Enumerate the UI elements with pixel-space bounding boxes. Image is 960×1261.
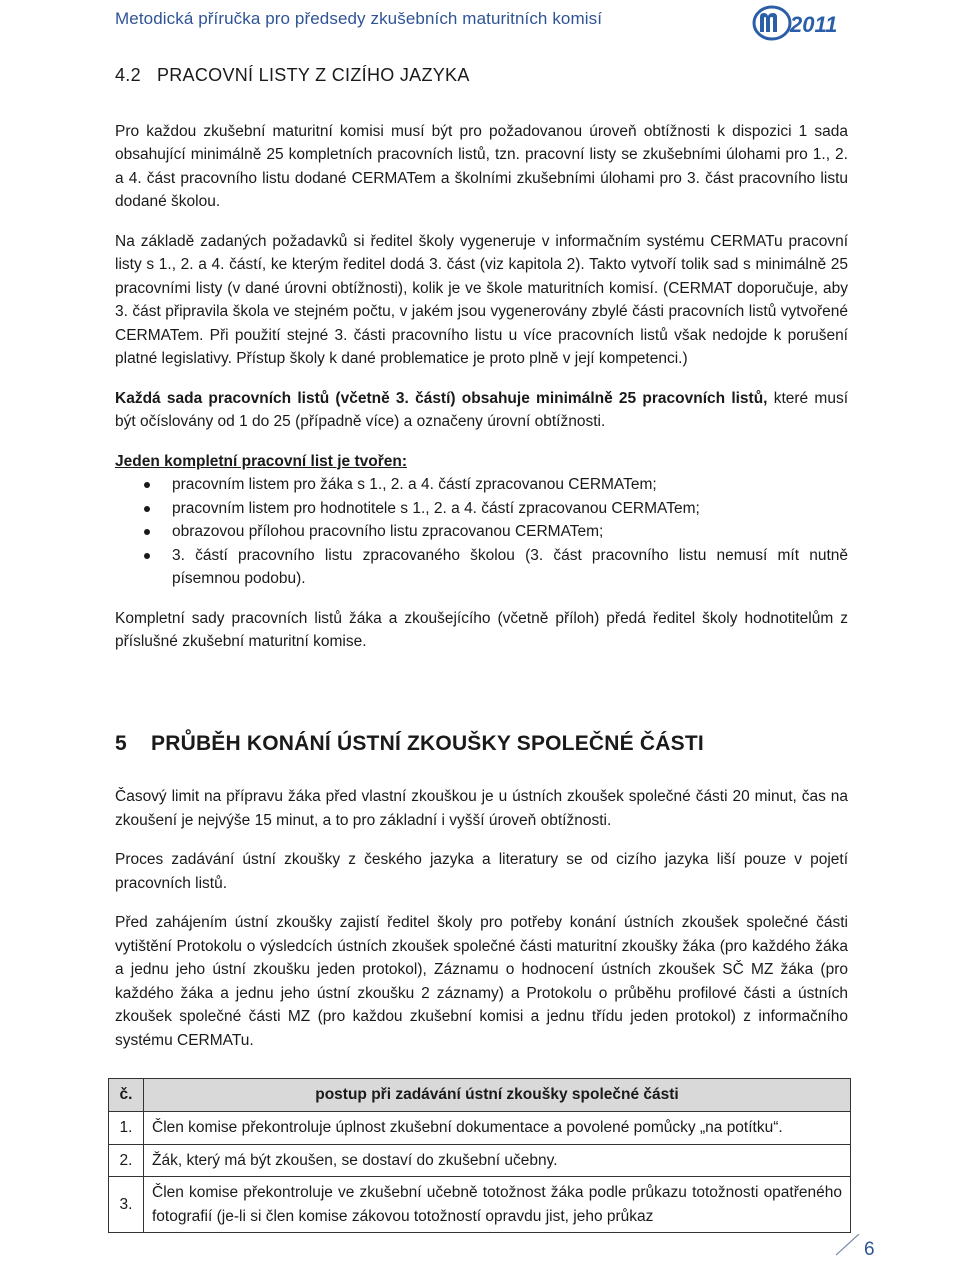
column-header-step: postup při zadávání ústní zkoušky společné části (144, 1079, 851, 1112)
paragraph: Proces zadávání ústní zkoušky z českého jazyka a literatury se od cizího jazyka liší pouze v pojetí pracovních listů. (115, 851, 848, 892)
page-number: 6 (864, 1239, 875, 1260)
paragraph: Časový limit na přípravu žáka před vlastní zkouškou je u ústních zkoušek společné části 20 minut, čas na zkoušení je nejvýše 15 minut, a to pro základní i vyšší úroveň obtížnosti. (115, 788, 848, 829)
section-number: 5 (115, 731, 127, 755)
list-item: 3. částí pracovního listu zpracovaného školou (3. část pracovního listu nemusí mít nutně písemnou podobu). (115, 544, 848, 591)
row-text: Žák, který má být zkoušen, se dostaví do zkušební učebny. (144, 1144, 851, 1177)
paragraph-text: které musí být očíslovány od 1 do 25 (případně více) a označeny úrovní obtížnosti. (115, 389, 848, 430)
row-number: 3. (109, 1177, 144, 1233)
table-row (109, 1144, 851, 1177)
row-text: Člen komise překontroluje ve zkušební učebně totožnost žáka podle průkazu totožnosti opatřeného fotografií (je-li si člen komise zákovou totožností opravdu jist, jeho průkaz (144, 1177, 851, 1233)
paragraph: Kompletní sady pracovních listů žáka a zkoušejícího (včetně příloh) předá ředitel školy hodnotitelům z příslušné zkušební maturitní komise. (115, 609, 848, 650)
bold-text: Každá sada pracovních listů (včetně 3. částí) obsahuje minimálně 25 pracovních listů, (115, 389, 768, 407)
table-row (109, 1112, 851, 1145)
section-number: 4.2 (115, 65, 141, 85)
page-corner-mark (836, 1234, 860, 1256)
section-4-2-heading (115, 64, 848, 88)
list-heading: Jeden kompletní pracovní list je tvořen: (115, 452, 407, 470)
row-number: 1. (109, 1112, 144, 1145)
column-header-number: č. (109, 1079, 144, 1112)
paragraph: Na základě zadaných požadavků si ředitel školy vygeneruje v informačním systému CERMATu pracovní listy s 1., 2. a 4. částí, ke kterým ředitel dodá 3. část (viz kapitola 2). Takto vytvoří tolik sad s minimálně 25 pracovními listy (v dané úrovni obtížnosti), kolik je ve škole maturitních komisí. (CERMAT doporučuje, aby 3. část připravila škola ve stejném počtu, v jakém jsou vygenerovány zbylé části pracovních listů vytvořené CERMATem. Při použití stejné 3. části pracovního listu u více pracovních listů však nedojde k porušení platné legislativy. Přístup školy k dané problematice je proto plně v její kompetenci.) (115, 232, 848, 367)
row-number: 2. (109, 1144, 144, 1177)
paragraph: Před zahájením ústní zkoušky zajistí ředitel školy pro potřeby konání ústních zkoušek společné části vytištění Protokolu o výsledcích ústních zkoušek společné části maturitní zkoušky žáka (pro každého žáka a jednu jeho ústní zkoušku jeden protokol), Záznamu o hodnocení ústních zkoušek SČ MZ žáka (pro každého žáka a jednu jeho ústní zkoušku 2 záznamy) a Protokolu o průběhu profilové části a ústních zkoušek společné části MZ (pro každou zkušební komisi a jednu třídu jeden protokol) z informačního systému CERMATu. (115, 914, 848, 1049)
procedure-table (108, 1078, 851, 1233)
row-text: Člen komise překontroluje úplnost zkušební dokumentace a povolené pomůcky „na potítku“. (144, 1112, 851, 1145)
section-5-heading (115, 732, 848, 756)
list-item: pracovním listem pro hodnotitele s 1., 2. a 4. částí zpracovanou CERMATem; (115, 497, 848, 521)
paragraph: Pro každou zkušební maturitní komisi musí být pro požadovanou úroveň obtížnosti k dispozici 1 sada obsahující minimálně 25 kompletních pracovních listů, tzn. pracovní listy se zkušebními úlohami pro 1., 2. a 4. část pracovního listu dodané CERMATem a školními zkušebními úlohami pro 3. část pracovního listu dodané školou. (115, 122, 848, 210)
table-header-row (109, 1079, 851, 1112)
section-title: PRACOVNÍ LISTY Z CIZÍHO JAZYKA (156, 65, 470, 85)
list-item: pracovním listem pro žáka s 1., 2. a 4. částí zpracovanou CERMATem; (115, 473, 848, 497)
m2011-logo (752, 2, 856, 42)
page-header (0, 0, 960, 48)
header-title: Metodická příručka pro předsedy zkušebních maturitních komisí (115, 9, 603, 28)
bullet-list (115, 473, 848, 591)
section-title: PRŮBĚH KONÁNÍ ÚSTNÍ ZKOUŠKY SPOLEČNÉ ČÁSTI (151, 731, 704, 755)
page-body (115, 60, 848, 1233)
list-item: obrazovou přílohou pracovního listu zpracovanou CERMATem; (115, 520, 848, 544)
paragraph (115, 387, 848, 434)
svg-text:2011: 2011 (790, 12, 838, 37)
table-row (109, 1177, 851, 1233)
